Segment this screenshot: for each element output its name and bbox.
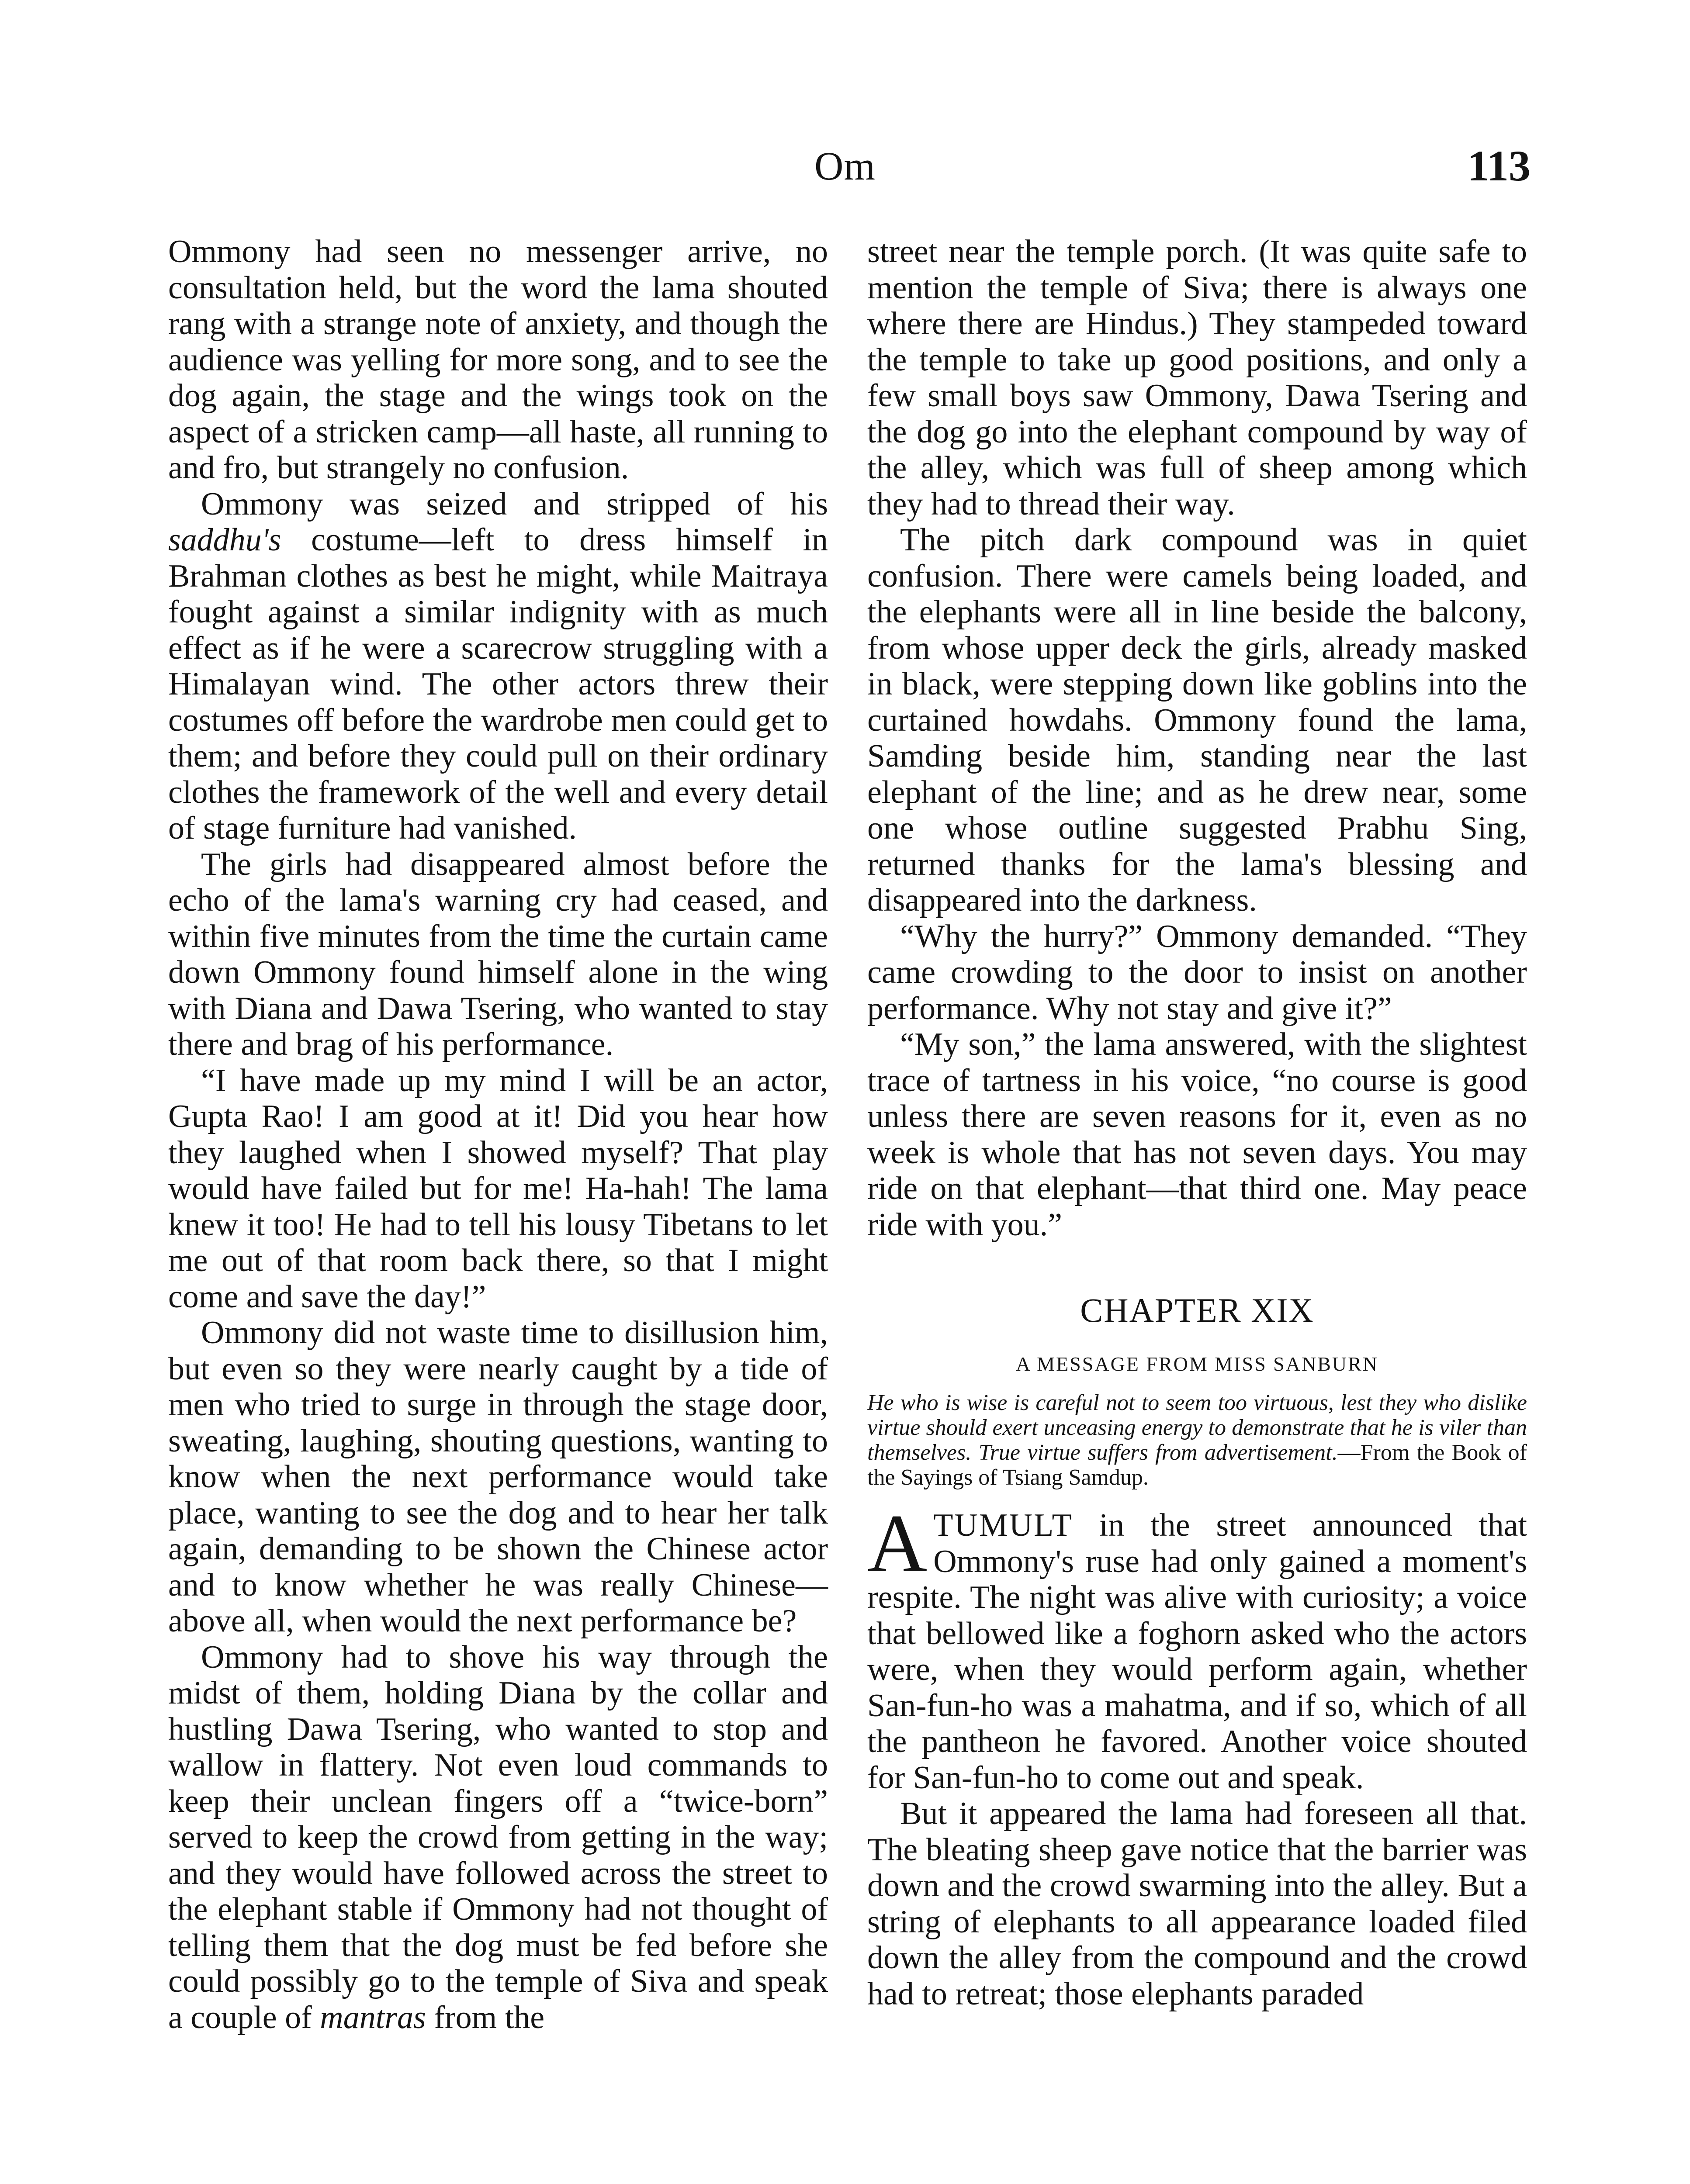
drop-cap: A bbox=[867, 1498, 928, 1590]
paragraph-text: from the bbox=[434, 1999, 545, 2035]
page-header bbox=[0, 140, 1690, 192]
chapter-heading: CHAPTER XIX bbox=[1080, 1291, 1314, 1329]
epigraph bbox=[867, 1390, 1527, 1490]
paragraph: The pitch dark compound was in quiet confusion. There were camels being loaded, and the elephants were all in line beside the balcony, from whose upper deck the girls, already masked in black, were stepping down like goblins into the curtained howdahs. Ommony found the lama, Samding beside him, standing near the last elephant of the line; and as he drew near, some one whose outline suggested Prabhu Sing, returned thanks for the lama's blessing and disappeared into the darkness. bbox=[867, 522, 1527, 918]
epigraph-quote: He who is wise is careful not to seem too virtuous, lest they who dislike virtue should exert unceasing energy to demonstrate that he is viler than themselves. True virtue suffers from advertisement. bbox=[867, 1390, 1527, 1465]
running-title: Om bbox=[814, 144, 876, 188]
paragraph: “Why the hurry?” Ommony demanded. “They came crowding to the door to insist on another performance. Why not stay and give it?” bbox=[867, 918, 1527, 1026]
paragraph-text: Ommony was seized and stripped of his bbox=[201, 486, 828, 522]
epigraph-source: —From the Book of the Sayings of Tsiang Samdup. bbox=[867, 1440, 1527, 1490]
chapter-subtitle: A MESSAGE FROM MISS SANBURN bbox=[1016, 1353, 1378, 1375]
paragraph: “I have made up my mind I will be an actor, Gupta Rao! I am good at it! Did you hear how they laughed when I showed myself? That play would have failed but for me! Ha-hah! The lama knew it too! He had to tell his lousy Tibetans to let me out of that room back there, so that I might come and save the day!” bbox=[168, 1062, 828, 1315]
paragraph-text: costume—left to dress himself in Brahman clothes as best he might, while Maitraya fought against a similar indignity with as much effect as if he were a scarecrow struggling with a Himalayan wind. The other actors threw their costumes off before the wardrobe men could get to them; and before they could pull on their ordinary clothes the framework of the well and every detail of stage furniture had vanished. bbox=[168, 522, 828, 846]
italic-term: saddhu's bbox=[168, 522, 281, 558]
left-column bbox=[168, 234, 828, 2035]
chapter-opening-paragraph bbox=[867, 1498, 1527, 1796]
paragraph: But it appeared the lama had foreseen all that. The bleating sheep gave notice that the barrier was down and the crowd swarming into the alley. But a string of elephants to all appearance loaded filed down the alley from the compound and the crowd had to retreat; those elephants paraded bbox=[867, 1796, 1527, 2012]
paragraph-text: Ommony had to shove his way through the midst of them, holding Diana by the collar and hustling Dawa Tsering, who wanted to stop and wallow in flattery. Not even loud commands to keep their unclean fingers off a “twice-born” served to keep the crowd from getting in the way; and they would have followed across the street to the elephant stable if Ommony had not thought of telling them that the dog must be fed before she could possibly go to the temple of Siva and speak a couple of bbox=[168, 1639, 828, 2035]
paragraph-text: in the street announced that Ommony's ruse had only gained a moment's respite. The night was alive with curiosity; a voice that bellowed like a foghorn asked who the actors were, when they would perform again, whether San-fun-ho was a mahatma, and if so, which of all the pantheon he favored. Another voice shouted for San-fun-ho to come out and speak. bbox=[867, 1507, 1527, 1796]
paragraph: street near the temple porch. (It was quite safe to mention the temple of Siva; there is always one where there are Hindus.) They stampeded toward the temple to take up good positions, and only a few small boys saw Ommony, Dawa Tsering and the dog go into the elephant compound by way of the alley, which was full of sheep among which they had to thread their way. bbox=[867, 234, 1527, 522]
paragraph bbox=[168, 486, 828, 847]
italic-term: mantras bbox=[320, 1999, 426, 2035]
right-column bbox=[867, 234, 1527, 2012]
page-number: 113 bbox=[1467, 142, 1531, 190]
paragraph: “My son,” the lama answered, with the slightest trace of tartness in his voice, “no course is good unless there are seven reasons for it, even as no week is whole that has not seven days. You may ride on that elephant—that third one. May peace ride with you.” bbox=[867, 1026, 1527, 1243]
paragraph bbox=[168, 1639, 828, 2036]
paragraph: Ommony did not waste time to disillusion him, but even so they were nearly caught by a tide of men who tried to surge in through the stage door, sweating, laughing, shouting questions, wanting to know when the next performance would take place, wanting to see the dog and to hear her talk again, demanding to be shown the Chinese actor and to know whether he was really Chinese—above all, when would the next performance be? bbox=[168, 1315, 828, 1639]
lead-word: TUMULT bbox=[933, 1507, 1073, 1543]
paragraph: Ommony had seen no messenger arrive, no consultation held, but the word the lama shouted rang with a strange note of anxiety, and though the audience was yelling for more song, and to see the dog again, the stage and the wings took on the aspect of a stricken camp—all haste, all running to and fro, but strangely no confusion. bbox=[168, 234, 828, 486]
paragraph: The girls had disappeared almost before the echo of the lama's warning cry had ceased, and within five minutes from the time the curtain came down Ommony found himself alone in the wing with Diana and Dawa Tsering, who wanted to stay there and brag of his performance. bbox=[168, 846, 828, 1062]
